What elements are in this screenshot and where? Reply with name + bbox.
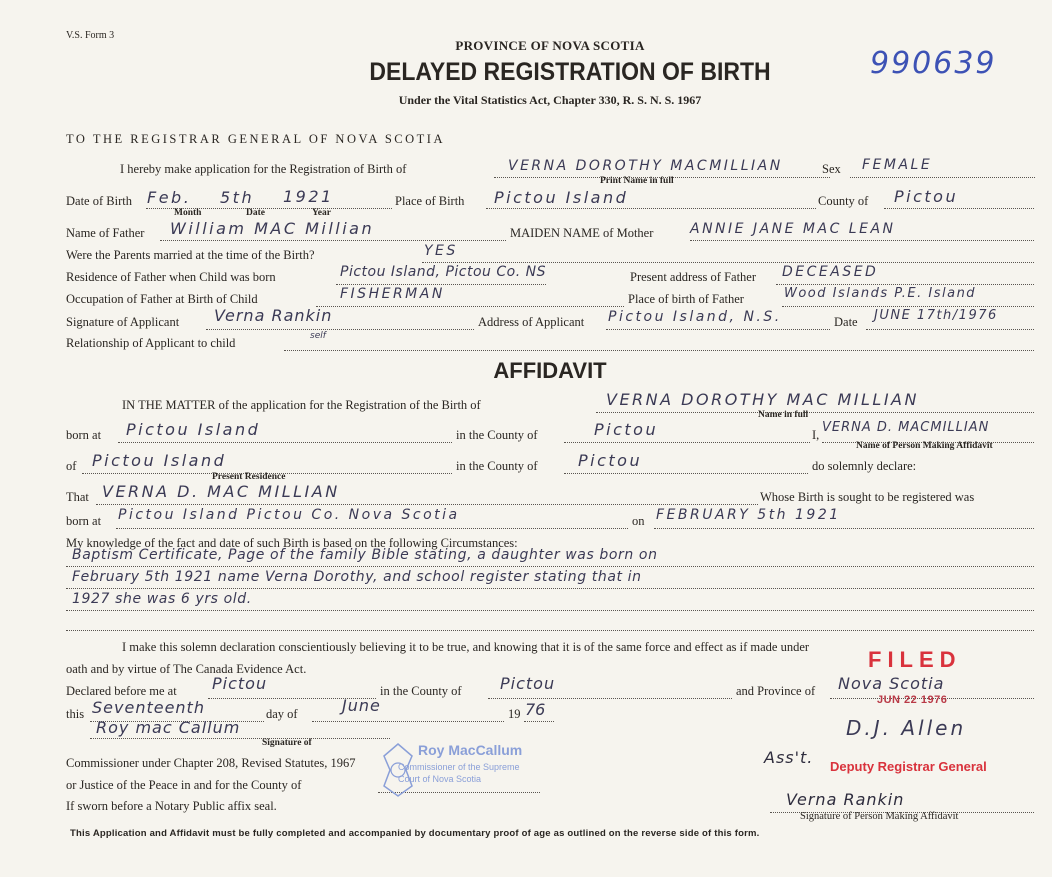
name-caption: Print Name in full [600,176,674,186]
date-line [866,329,1034,330]
commissioner-stamp [378,738,560,802]
county-label: County of [818,194,869,208]
declared-county-value: Pictou [500,674,556,693]
sex-label: Sex [822,162,841,176]
signature-label: Signature of Applicant [66,315,180,329]
filed-stamp: FILED [868,647,962,672]
name-in-full-caption: Name in full [758,410,809,420]
signature-line [206,329,474,330]
declared-label: Declared before me at [66,684,177,698]
father-birthplace-line [782,306,1034,307]
deponent-name: VERNA D. MACMILLIAN [822,420,990,435]
day-written: Seventeenth [92,698,205,717]
solemn-line-2: oath and by virtue of The Canada Evidence Act. [66,662,307,676]
residence-label: Residence of Father when Child was born [66,270,276,284]
father-name: William MAC Millian [170,219,375,238]
present-address-label: Present address of Father [630,270,757,284]
year-prefix: 19 [508,707,521,721]
occupation-label: Occupation of Father at Birth of Child [66,292,258,306]
dob-label: Date of Birth [66,194,132,208]
born-at-label: born at [66,428,102,442]
form-subtitle: Under the Vital Statistics Act, Chapter 330, R. S. N. S. 1967 [398,93,702,107]
assistant-mark: Ass't. [764,748,814,767]
on-label: on [632,514,645,528]
mother-label: MAIDEN NAME of Mother [510,226,654,240]
registrar-signature: D.J. Allen [846,716,967,740]
year-line [524,721,554,722]
form-id: V.S. Form 3 [66,30,115,41]
born-county-line [564,442,810,443]
commissioner-line-1: Commissioner under Chapter 208, Revised Statutes, 1967 [66,756,356,770]
registration-number: 990639 [870,46,997,81]
this-label: this [66,707,85,721]
filed-date: JUN 22 1976 [877,694,948,706]
month-written-line [312,721,504,722]
born-county-value: Pictou [594,420,659,439]
deponent-caption: Name of Person Making Affidavit [856,441,993,451]
born-at2-value: Pictou Island Pictou Co. Nova Scotia [118,507,460,523]
commissioner-signature: Roy mac Callum [96,718,241,737]
deponent-signature: Verna Rankin [786,790,905,809]
stamp-line-1: Commissioner of the Supreme [398,762,520,772]
father-label: Name of Father [66,226,145,240]
residence-aff-value: Pictou Island [92,451,227,470]
mother-name: ANNIE JANE MAC LEAN [690,221,896,237]
of-label: of [66,459,77,473]
footer-note: This Application and Affidavit must be fully completed and accompanied by documentary proof of age as outlined on the reverse side of this form. [70,828,760,839]
born-at2-line [116,528,628,529]
declared-county-label: in the County of [380,684,462,698]
residence-caption: Present Residence [212,472,286,482]
present-address-line [776,284,1034,285]
born-on-line [654,528,1034,529]
county-line [884,208,1034,209]
solemn-line-1: I make this solemn declaration conscientiously believing it to be true, and knowing that it is of the same force and effect as if made under [122,640,810,654]
pob-line [486,208,816,209]
declared-at-value: Pictou [212,674,268,693]
i-label: I, [812,428,820,442]
that-line [96,504,758,505]
declared-county-line [488,698,732,699]
sex-line [850,177,1035,178]
form-title: DELAYED REGISTRATION OF BIRTH [369,58,771,86]
stamp-line-2: Court of Nova Scotia [398,774,482,784]
application-date: JUNE 17th/1976 [874,308,998,323]
pob-value: Pictou Island [494,188,629,207]
province-heading: PROVINCE OF NOVA SCOTIA [455,38,645,53]
intro-label: I hereby make application for the Registration of Birth of [120,162,407,176]
circumstances-line-2 [66,588,1034,589]
matter-label: IN THE MATTER of the application for the Registration of the Birth of [122,398,481,412]
date-label: Date [834,315,858,329]
that-name: VERNA D. MAC MILLIAN [102,482,340,501]
circumstances-line-3 [66,610,1034,611]
affidavit-heading: AFFIDAVIT [493,358,607,383]
child-name: VERNA DOROTHY MACMILLIAN [508,158,783,174]
present-address-value: DECEASED [782,264,879,280]
applicant-address-line [606,329,830,330]
county-value: Pictou [894,187,959,206]
circumstances-text-2: February 5th 1921 name Verna Dorothy, and school register stating that in [72,569,642,585]
date-caption: Date [246,208,265,218]
commissioner-line-3: If sworn before a Notary Public affix seal. [66,799,277,813]
deponent-signature-caption: Signature of Person Making Affidavit [800,811,959,822]
relationship-line [284,350,1034,351]
born-at2-label: born at [66,514,102,528]
whose-birth-label: Whose Birth is sought to be registered was [760,490,975,504]
married-value: YES [424,243,458,259]
addressee-line: TO THE REGISTRAR GENERAL OF NOVA SCOTIA [66,132,446,146]
stamp-name: Roy MacCallum [418,742,523,758]
residence-county-line [564,473,808,474]
applicant-address-value: Pictou Island, N.S. [608,309,782,325]
dob-day: 5th [220,188,255,207]
that-label: That [66,490,89,504]
circumstances-text-3: 1927 she was 6 yrs old. [72,591,252,607]
residence-county-value: Pictou [578,451,643,470]
matter-name: VERNA DOROTHY MAC MILLIAN [606,390,919,409]
born-at-value: Pictou Island [126,420,261,439]
married-line [422,262,1034,263]
province-label: and Province of [736,684,816,698]
sex-value: FEMALE [862,157,933,173]
day-of-label: day of [266,707,298,721]
father-birthplace-label: Place of birth of Father [628,292,744,306]
residence-value: Pictou Island, Pictou Co. NS [340,264,546,280]
born-at-line [118,442,452,443]
month-caption: Month [174,208,202,218]
father-birthplace-value: Wood Islands P.E. Island [784,286,977,301]
applicant-address-label: Address of Applicant [478,315,585,329]
occupation-line [316,306,624,307]
born-on-value: FEBRUARY 5th 1921 [656,507,841,523]
matter-line [596,412,1034,413]
signature-of-caption: Signature of [262,738,312,748]
knowledge-label: My knowledge of the fact and date of such Birth is based on the following Circumstances: [66,536,518,550]
province-value: Nova Scotia [838,674,945,693]
year-suffix: 76 [525,700,546,719]
mother-line [690,240,1034,241]
born-county-label: in the County of [456,428,538,442]
commissioner-line-2: or Justice of the Peace in and for the County of [66,778,302,792]
declare-label: do solemnly declare: [812,459,917,473]
relationship-label: Relationship of Applicant to child [66,336,236,350]
married-label: Were the Parents married at the time of the Birth? [66,248,315,262]
father-line [160,240,506,241]
commissioner-signature-line [90,738,390,739]
circumstances-line-1 [66,566,1034,567]
circumstances-text-1: Baptism Certificate, Page of the family Bible stating, a daughter was born on [72,547,658,563]
relationship-value: self [310,331,326,341]
dob-year: 1921 [283,187,334,206]
pob-label: Place of Birth [395,194,465,208]
residence-line [336,284,546,285]
year-caption: Year [312,208,331,218]
residence-county-label: in the County of [456,459,538,473]
month-written: June [342,696,381,715]
circumstances-line-4 [66,630,1034,631]
deputy-registrar-stamp: Deputy Registrar General [830,759,987,774]
occupation-value: FISHERMAN [340,286,445,302]
dob-month: Feb. [147,188,192,207]
applicant-signature: Verna Rankin [214,306,333,325]
